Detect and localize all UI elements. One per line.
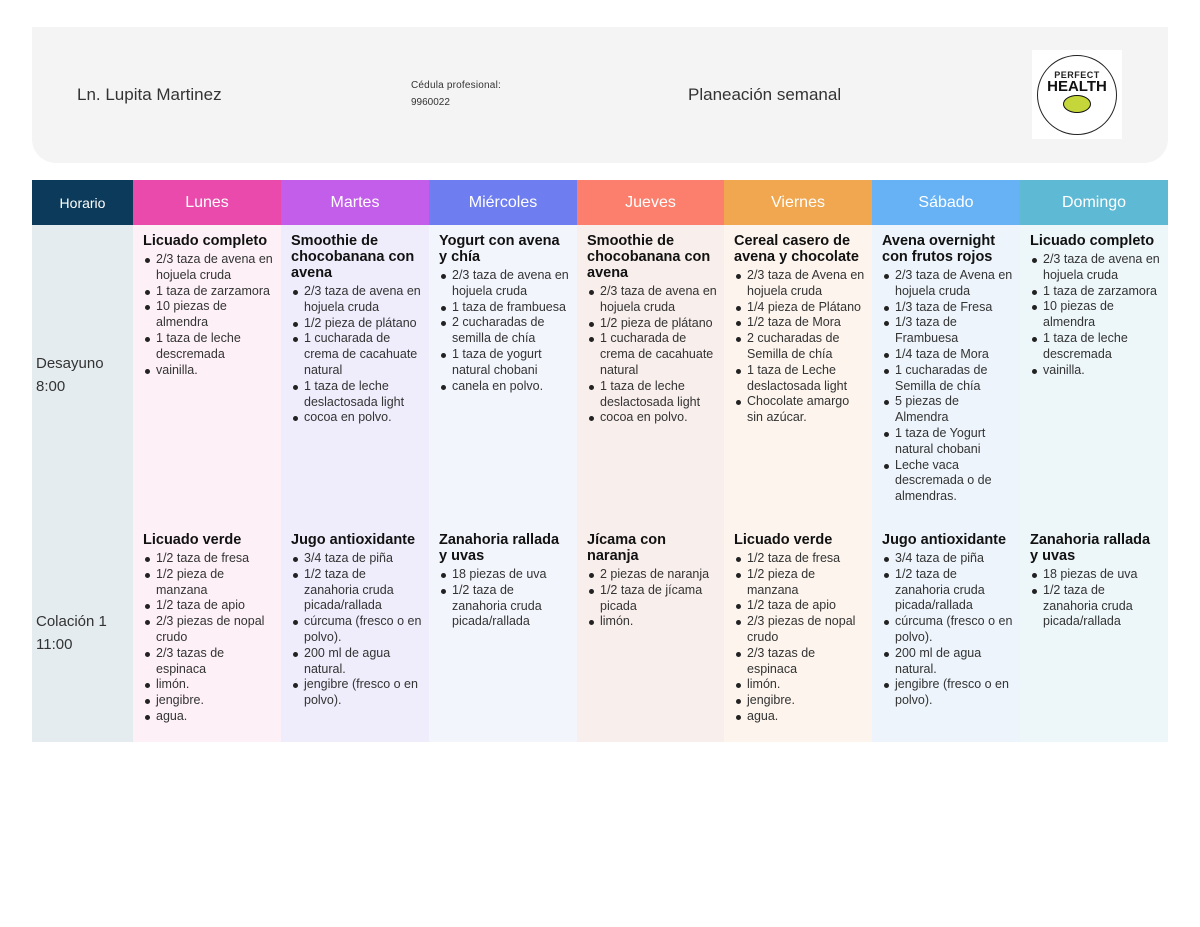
ingredient-item: 2/3 taza de avena en hojuela cruda [156,252,275,284]
ingredient-list [587,567,718,630]
ingredient-item: 1 taza de Yogurt natural chobani [895,426,1014,458]
document-header [32,27,1168,163]
meal-card [724,225,872,432]
ingredient-item: 10 piezas de almendra [1043,299,1162,331]
ingredient-item: 1/2 taza de jícama picada [600,583,718,615]
ingredient-item: 2/3 taza de avena en hojuela cruda [304,284,423,316]
leaf-logo-icon [1063,95,1091,113]
meal-title: Licuado completo [143,233,268,249]
time-slot-label: Desayuno [36,354,104,372]
ingredient-item: 1/2 taza de fresa [156,551,275,567]
meal-cell [724,524,872,742]
meal-cell [429,225,577,524]
meal-cell [872,225,1020,524]
ingredient-item: Leche vaca descremada o de almendras. [895,458,1014,505]
ingredient-item: 1 taza de zarzamora [1043,284,1162,300]
meal-title: Smoothie de chocobanana con avena [587,233,711,281]
column-header-horario: Horario [32,180,133,225]
ingredient-item: limón. [156,677,275,693]
ingredient-item: 1/2 taza de Mora [747,315,866,331]
ingredient-item: vainilla. [156,363,275,379]
ingredient-list [882,268,1014,505]
ingredient-item: cocoa en polvo. [304,410,423,426]
meal-cell [724,225,872,524]
time-slot-label: Colación 1 [36,613,107,630]
ingredient-item: 1 taza de frambuesa [452,300,571,316]
logo-main-text: HEALTH [1047,78,1107,95]
ingredient-item: 3/4 taza de piña [895,551,1014,567]
ingredient-item: 1 taza de zarzamora [156,284,275,300]
ingredient-item: 1 cucharada de crema de cacahuate natural [304,331,423,378]
ingredient-item: cocoa en polvo. [600,410,718,426]
ingredient-item: 1 cucharadas de Semilla de chía [895,363,1014,395]
ingredient-item: 2/3 taza de avena en hojuela cruda [452,268,571,300]
ingredient-item: 1/2 taza de zanahoria cruda picada/rallada [304,567,423,614]
column-header-day: Viernes [724,180,872,225]
meal-cell [1020,225,1168,524]
ingredient-item: vainilla. [1043,363,1162,379]
meal-card [577,225,724,432]
ingredient-item: 2/3 taza de avena en hojuela cruda [1043,252,1162,284]
ingredient-item: 1 taza de leche deslactosada light [600,379,718,411]
time-slot-hour: 11:00 [36,636,73,653]
meal-plan-table [32,180,1168,742]
meal-cell [281,225,429,524]
cedula-number: 9960022 [411,97,450,108]
column-header-day: Miércoles [429,180,577,225]
ingredient-item: canela en polvo. [452,379,571,395]
ingredient-item: 1 cucharada de crema de cacahuate natural [600,331,718,378]
time-slot-hour: 8:00 [36,377,66,395]
ingredient-item: Chocolate amargo sin azúcar. [747,394,866,426]
meal-cell [133,524,281,742]
time-slot-cell [32,225,133,524]
table-row [32,225,1168,524]
meal-title: Jugo antioxidante [882,532,1007,548]
table-body [32,225,1168,742]
ingredient-item: limón. [747,677,866,693]
ingredient-item: 2/3 taza de avena en hojuela cruda [600,284,717,314]
logo-ring [1037,55,1117,135]
ingredient-item: 18 piezas de uva [1043,567,1162,583]
meal-title: Licuado verde [734,532,833,548]
ingredient-list [439,268,571,394]
ingredient-item: 1/4 taza de Mora [895,347,1014,363]
meal-cell [872,524,1020,742]
meal-card [1020,524,1168,636]
meal-title: Zanahoria rallada y uvas [439,532,560,564]
ingredient-item: 1/3 taza de Fresa [895,300,1014,316]
ingredient-item: jengibre. [747,693,866,709]
meal-card [133,524,281,731]
ingredient-item: 1 taza de leche descremada [1043,331,1162,363]
ingredient-list [291,551,423,709]
ingredient-item: 1/2 taza de zanahoria cruda picada/rallada [1043,583,1162,630]
column-header-day: Jueves [577,180,724,225]
ingredient-list [291,284,423,426]
ingredient-list [587,284,718,426]
meal-cell [577,225,724,524]
meal-cell [429,524,577,742]
meal-card [872,225,1020,511]
ingredient-item: 5 piezas de Almendra [895,394,1014,426]
ingredient-item: 1/3 taza de Frambuesa [895,315,1014,347]
ingredient-item: cúrcuma (fresco o en polvo). [895,614,1013,644]
ingredient-item: 2/3 piezas de nopal crudo [747,614,866,646]
ingredient-item: 200 ml de agua natural. [304,646,423,678]
meal-card [133,225,281,384]
ingredient-item: 2 piezas de naranja [600,567,718,583]
ingredient-item: 1/2 taza de zanahoria cruda picada/rallada [452,583,571,630]
column-header-day: Martes [281,180,429,225]
plan-title: Planeación semanal [688,85,842,104]
ingredient-item: 1/2 taza de zanahoria cruda picada/rallada [895,567,1014,614]
ingredient-item: 1/4 pieza de Plátano [747,300,866,316]
ingredient-item: agua. [747,709,866,725]
ingredient-item: jengibre (fresco o en polvo). [895,677,1014,709]
ingredient-list [734,268,866,426]
meal-card [1020,225,1168,384]
ingredient-item: 2/3 piezas de nopal crudo [156,614,275,646]
ingredient-item: jengibre. [156,693,275,709]
meal-title: Jugo antioxidante [291,532,416,548]
meal-card [872,524,1020,715]
ingredient-item: 2/3 taza de Avena en hojuela cruda [747,268,865,298]
ingredient-item: 1/2 taza de apio [156,598,275,614]
time-slot-cell [32,524,133,742]
meal-card [429,225,577,400]
ingredient-list [734,551,866,725]
ingredient-item: limón. [600,614,718,630]
ingredient-item: 1 taza de leche descremada [156,331,275,363]
column-header-day: Domingo [1020,180,1168,225]
ingredient-list [882,551,1014,709]
ingredient-item: 3/4 taza de piña [304,551,423,567]
table-row [32,524,1168,742]
ingredient-item: 1/2 pieza de manzana [747,567,866,599]
meal-card [281,225,429,432]
meal-title: Licuado completo [1030,233,1155,249]
ingredient-item: 10 piezas de almendra [156,299,275,331]
meal-title: Smoothie de chocobanana con avena [291,233,415,281]
table-header-row [32,180,1168,225]
ingredient-item: jengibre (fresco o en polvo). [304,677,423,709]
meal-card [724,524,872,731]
ingredient-item: 2/3 taza de Avena en hojuela cruda [895,268,1013,298]
meal-cell [133,225,281,524]
meal-title: Licuado verde [143,532,242,548]
meal-title: Jícama con naranja [587,532,666,564]
column-header-day: Lunes [133,180,281,225]
meal-cell [281,524,429,742]
ingredient-item: 1 taza de Leche deslactosada light [747,363,866,395]
ingredient-item: cúrcuma (fresco o en polvo). [304,614,422,644]
ingredient-item: 1/2 taza de apio [747,598,866,614]
meal-cell [1020,524,1168,742]
ingredient-item: 2/3 tazas de espinaca [156,646,275,678]
meal-card [577,524,724,636]
ingredient-item: 1/2 pieza de manzana [156,567,275,599]
ingredient-list [143,252,275,378]
meal-card [429,524,577,636]
ingredient-item: 18 piezas de uva [452,567,571,583]
meal-title: Avena overnight con frutos rojos [882,233,996,265]
brand-logo [1032,50,1122,139]
ingredient-list [143,551,275,725]
meal-title: Zanahoria rallada y uvas [1030,532,1151,564]
ingredient-item: agua. [156,709,275,725]
column-header-day: Sábado [872,180,1020,225]
ingredient-item: 1 taza de leche deslactosada light [304,379,423,411]
meal-cell [577,524,724,742]
ingredient-item: 2 cucharadas de semilla de chía [452,315,571,347]
meal-title: Cereal casero de avena y chocolate [734,233,859,265]
ingredient-item: 1/2 pieza de plátano [304,316,423,332]
nutritionist-name: Ln. Lupita Martinez [77,85,222,104]
cedula-label: Cédula profesional: [411,80,501,91]
ingredient-list [1030,252,1162,378]
ingredient-list [439,567,571,630]
ingredient-item: 1 taza de yogurt natural chobani [452,347,571,379]
ingredient-list [1030,567,1162,630]
ingredient-item: 1/2 pieza de plátano [600,316,718,332]
ingredient-item: 2 cucharadas de Semilla de chía [747,331,866,363]
meal-title: Yogurt con avena y chía [439,233,560,265]
ingredient-item: 1/2 taza de fresa [747,551,866,567]
logo-top-text: PERFECT [1054,70,1100,80]
ingredient-item: 200 ml de agua natural. [895,646,1014,678]
meal-card [281,524,429,715]
ingredient-item: 2/3 tazas de espinaca [747,646,866,678]
